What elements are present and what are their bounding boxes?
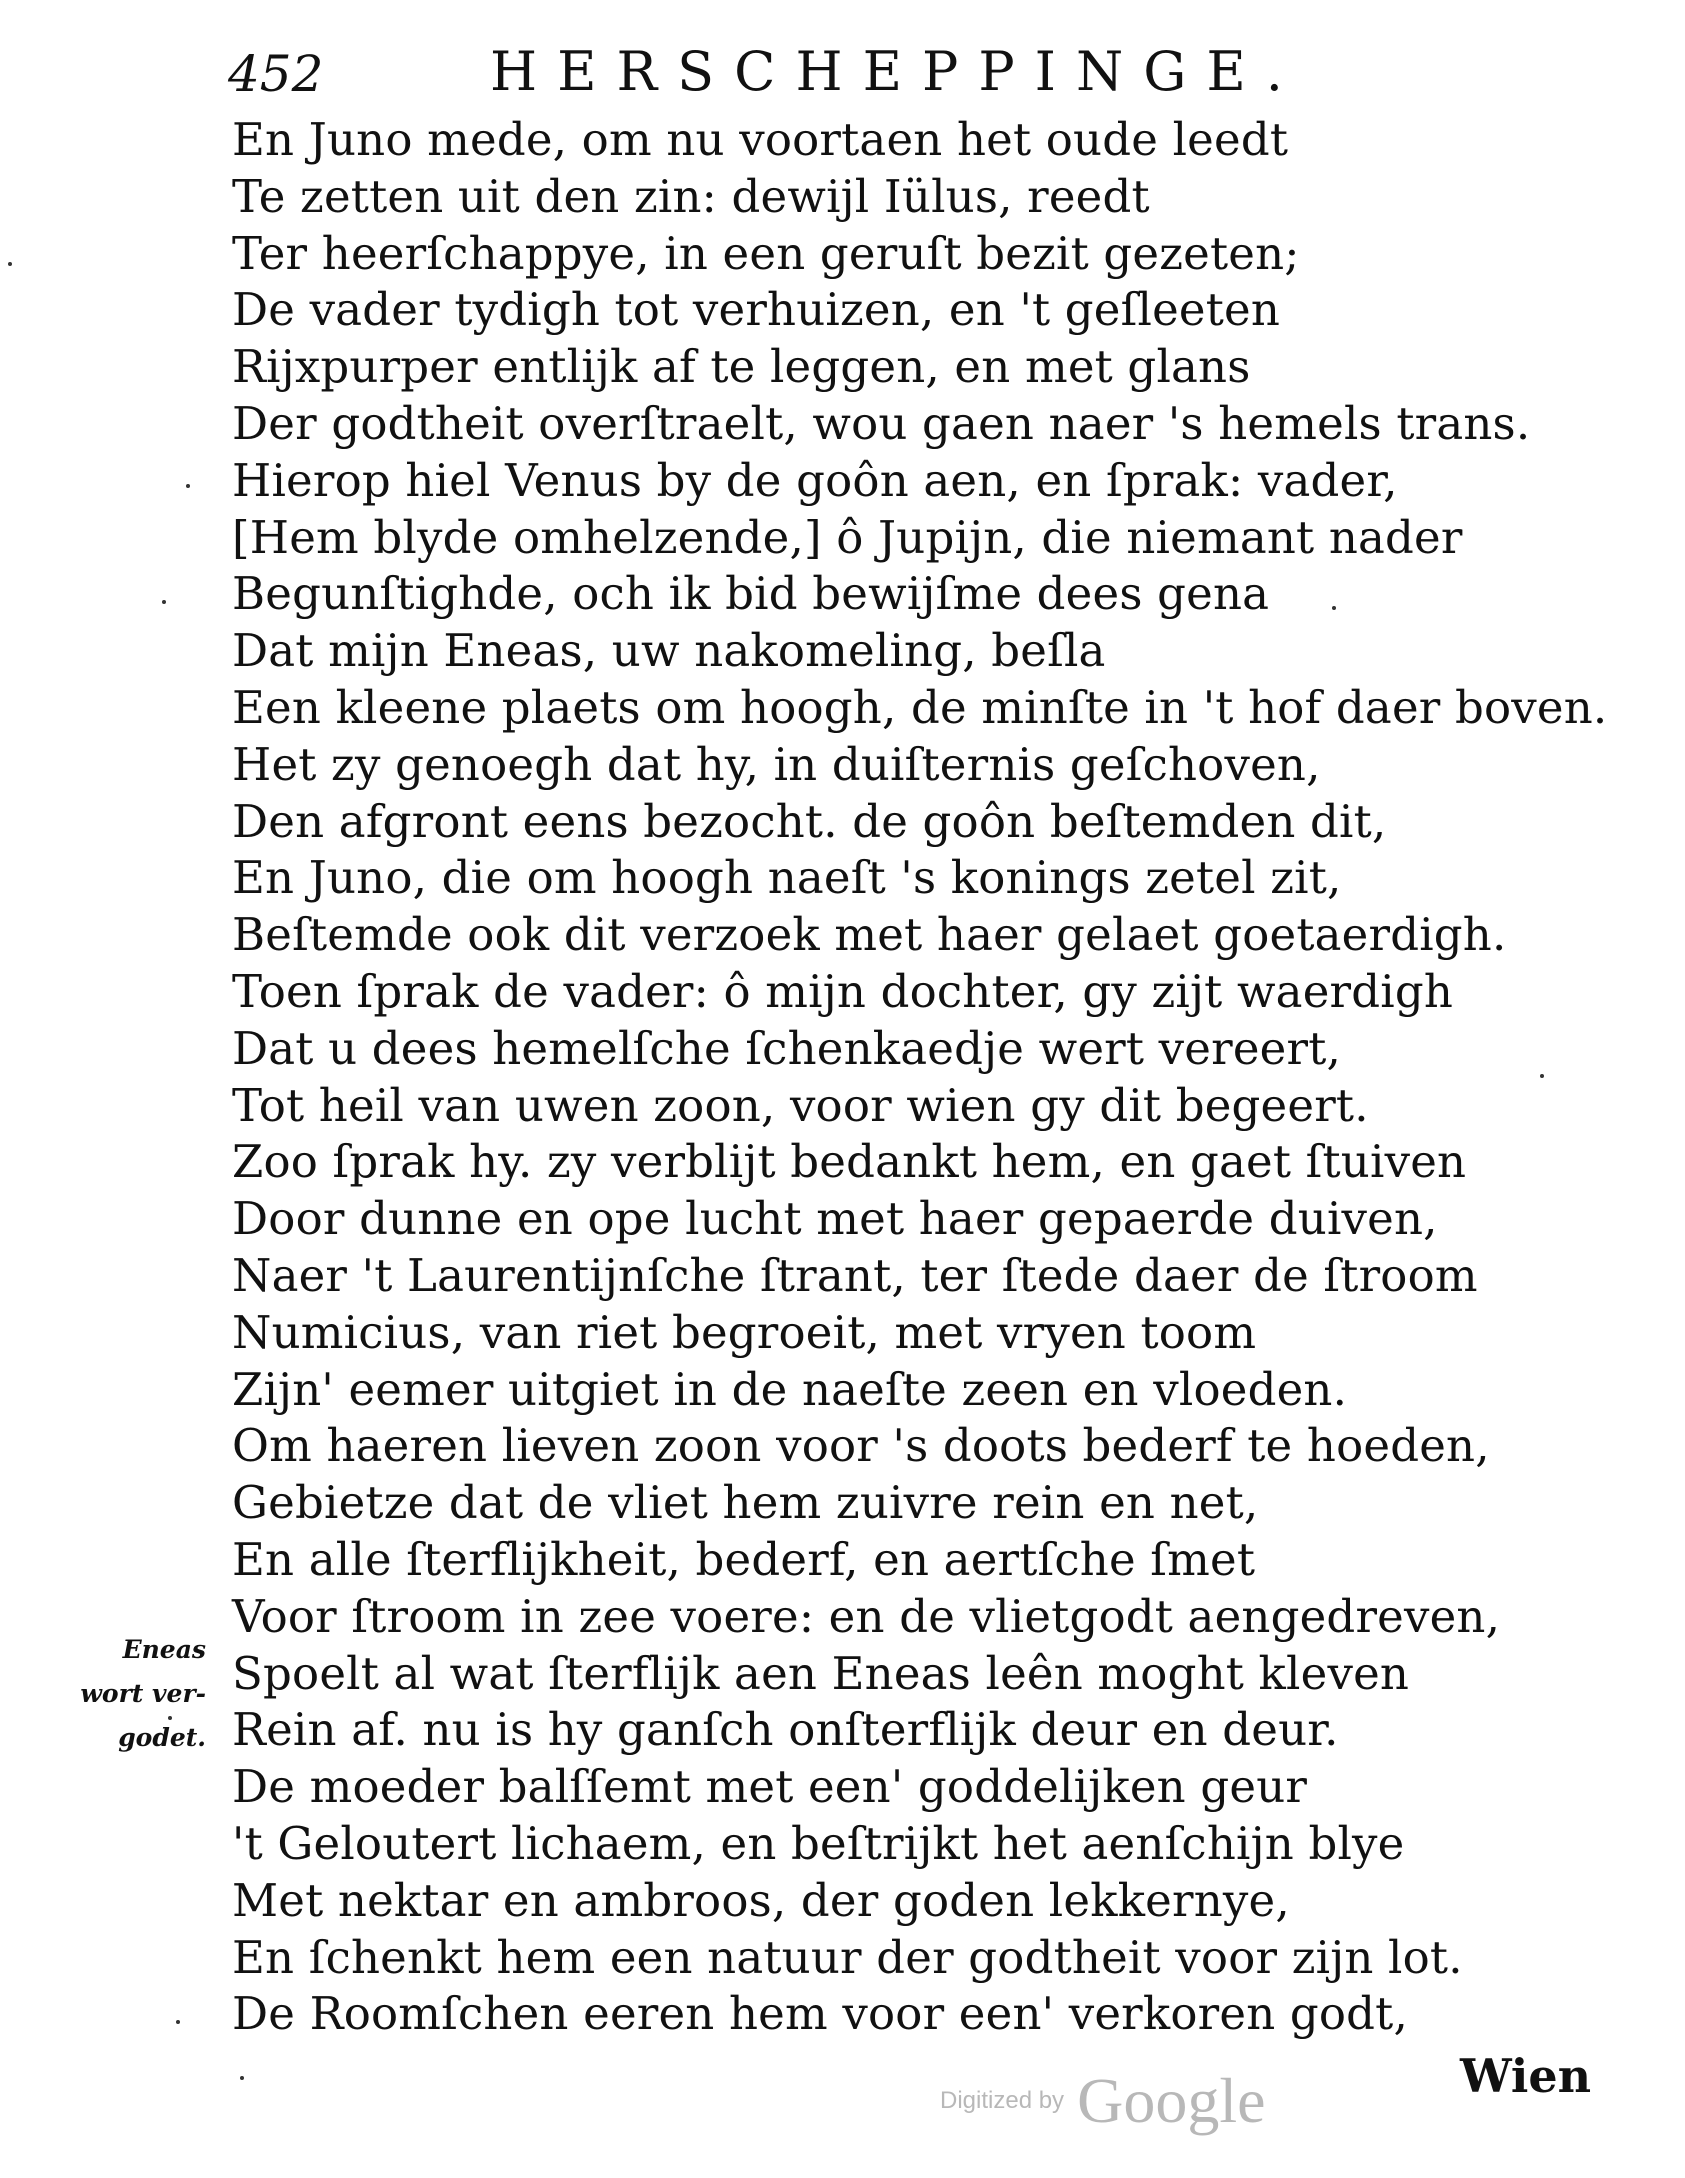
verse-line: Der godtheit overſtraelt, wou gaen naer 's hemels trans. xyxy=(232,396,1531,450)
verse-line: [Hem blyde omhelzende,] ô Jupijn, die niemant nader xyxy=(232,510,1463,564)
verse-line: Beſtemde ook dit verzoek met haer gelaet goetaerdigh. xyxy=(232,908,1507,962)
marginal-note-line: wort ver- xyxy=(80,1679,206,1708)
verse-line: Te zetten uit den zin: dewijl Iülus, reedt xyxy=(232,169,1150,223)
google-logo-icon: Google xyxy=(1077,2065,1266,2136)
verse-line: Dat u dees hemelſche ſchenkaedje wert vereert, xyxy=(232,1021,1341,1075)
verse-line: En Juno mede, om nu voortaen het oude leedt xyxy=(232,113,1289,166)
verse-line: Begunſtighde, och ik bid bewijſme dees gena xyxy=(232,567,1270,621)
verse-line: Toen ſprak de vader: ô mijn dochter, gy zijt waerdigh xyxy=(232,964,1454,1018)
verse-line: Om haeren lieven zoon voor 's doots bederf te hoeden, xyxy=(232,1419,1490,1473)
watermark-prefix: Digitized by xyxy=(940,2087,1065,2114)
verse-line: Tot heil van uwen zoon, voor wien gy dit begeert. xyxy=(232,1078,1369,1132)
catchword: Wien xyxy=(1460,2049,1592,2103)
verse-line: Met nektar en ambroos, der goden lekkernye, xyxy=(232,1873,1290,1927)
verse-line: Rijxpurper entlijk af te leggen, en met glans xyxy=(232,340,1251,394)
verse-line: Rein af. nu is hy ganſch onſterflijk deur en deur. xyxy=(232,1703,1339,1757)
verse-line: De vader tydigh tot verhuizen, en 't geſleeten xyxy=(232,283,1281,337)
page-header xyxy=(228,38,1388,108)
verse-line: Dat mijn Eneas, uw nakomeling, beſla xyxy=(232,624,1106,678)
print-speck xyxy=(1540,1074,1544,1078)
marginal-note-line: Eneas xyxy=(122,1635,206,1664)
verse-line: Door dunne en ope lucht met haer gepaerde duiven, xyxy=(232,1192,1438,1246)
print-speck xyxy=(176,2020,180,2024)
print-speck xyxy=(168,1716,172,1720)
verse-line: Zijn' eemer uitgiet in de naeſte zeen en vloeden. xyxy=(232,1362,1348,1416)
verse-line: Numicius, van riet begroeit, met vryen toom xyxy=(232,1305,1257,1359)
marginal-note-line: godet. xyxy=(118,1723,206,1752)
marginal-note xyxy=(56,1628,206,1760)
verse-line: Gebietze dat de vliet hem zuivre rein en net, xyxy=(232,1476,1259,1530)
verse-line: Den afgront eens bezocht. de goôn beſtemden dit, xyxy=(232,794,1387,848)
print-speck xyxy=(8,262,12,266)
print-speck xyxy=(162,600,166,604)
print-speck xyxy=(240,2076,244,2080)
verse-block xyxy=(232,112,1632,2043)
verse-line: En alle ſterflijkheit, bederf, en aertſche ſmet xyxy=(232,1532,1256,1586)
print-speck xyxy=(1332,606,1336,610)
verse-line: Ter heerſchappye, in een geruſt bezit gezeten; xyxy=(232,226,1300,280)
verse-line: Voor ſtroom in zee voere: en de vlietgodt aengedreven, xyxy=(232,1589,1501,1643)
verse-line: Naer 't Laurentijnſche ſtrant, ter ſtede daer de ſtroom xyxy=(232,1248,1478,1302)
running-title: HERSCHEPPINGE. xyxy=(490,40,1303,103)
verse-line: En ſchenkt hem een natuur der godtheit voor zijn lot. xyxy=(232,1930,1463,1984)
verse-line: Het zy genoegh dat hy, in duiſternis geſchoven, xyxy=(232,737,1321,791)
verse-line: De Roomſchen eeren hem voor een' verkoren godt, xyxy=(232,1987,1408,2041)
verse-line: Een kleene plaets om hoogh, de minſte in 't hof daer boven. xyxy=(232,680,1608,734)
digitized-watermark xyxy=(940,2064,1266,2134)
verse-line: En Juno, die om hoogh naeſt 's konings zetel zit, xyxy=(232,851,1342,905)
verse-line: 't Geloutert lichaem, en beſtrijkt het aenſchijn blye xyxy=(232,1816,1405,1870)
verse-line: De moeder balſſemt met een' goddelijken geur xyxy=(232,1760,1308,1814)
verse-line: Spoelt al wat ſterflijk aen Eneas leên moght kleven xyxy=(232,1646,1410,1700)
page-number: 452 xyxy=(228,45,324,103)
verse-line: Hierop hiel Venus by de goôn aen, en ſprak: vader, xyxy=(232,453,1398,507)
print-speck xyxy=(186,484,190,488)
verse-line: Zoo ſprak hy. zy verblijt bedankt hem, en gaet ſtuiven xyxy=(232,1135,1467,1189)
